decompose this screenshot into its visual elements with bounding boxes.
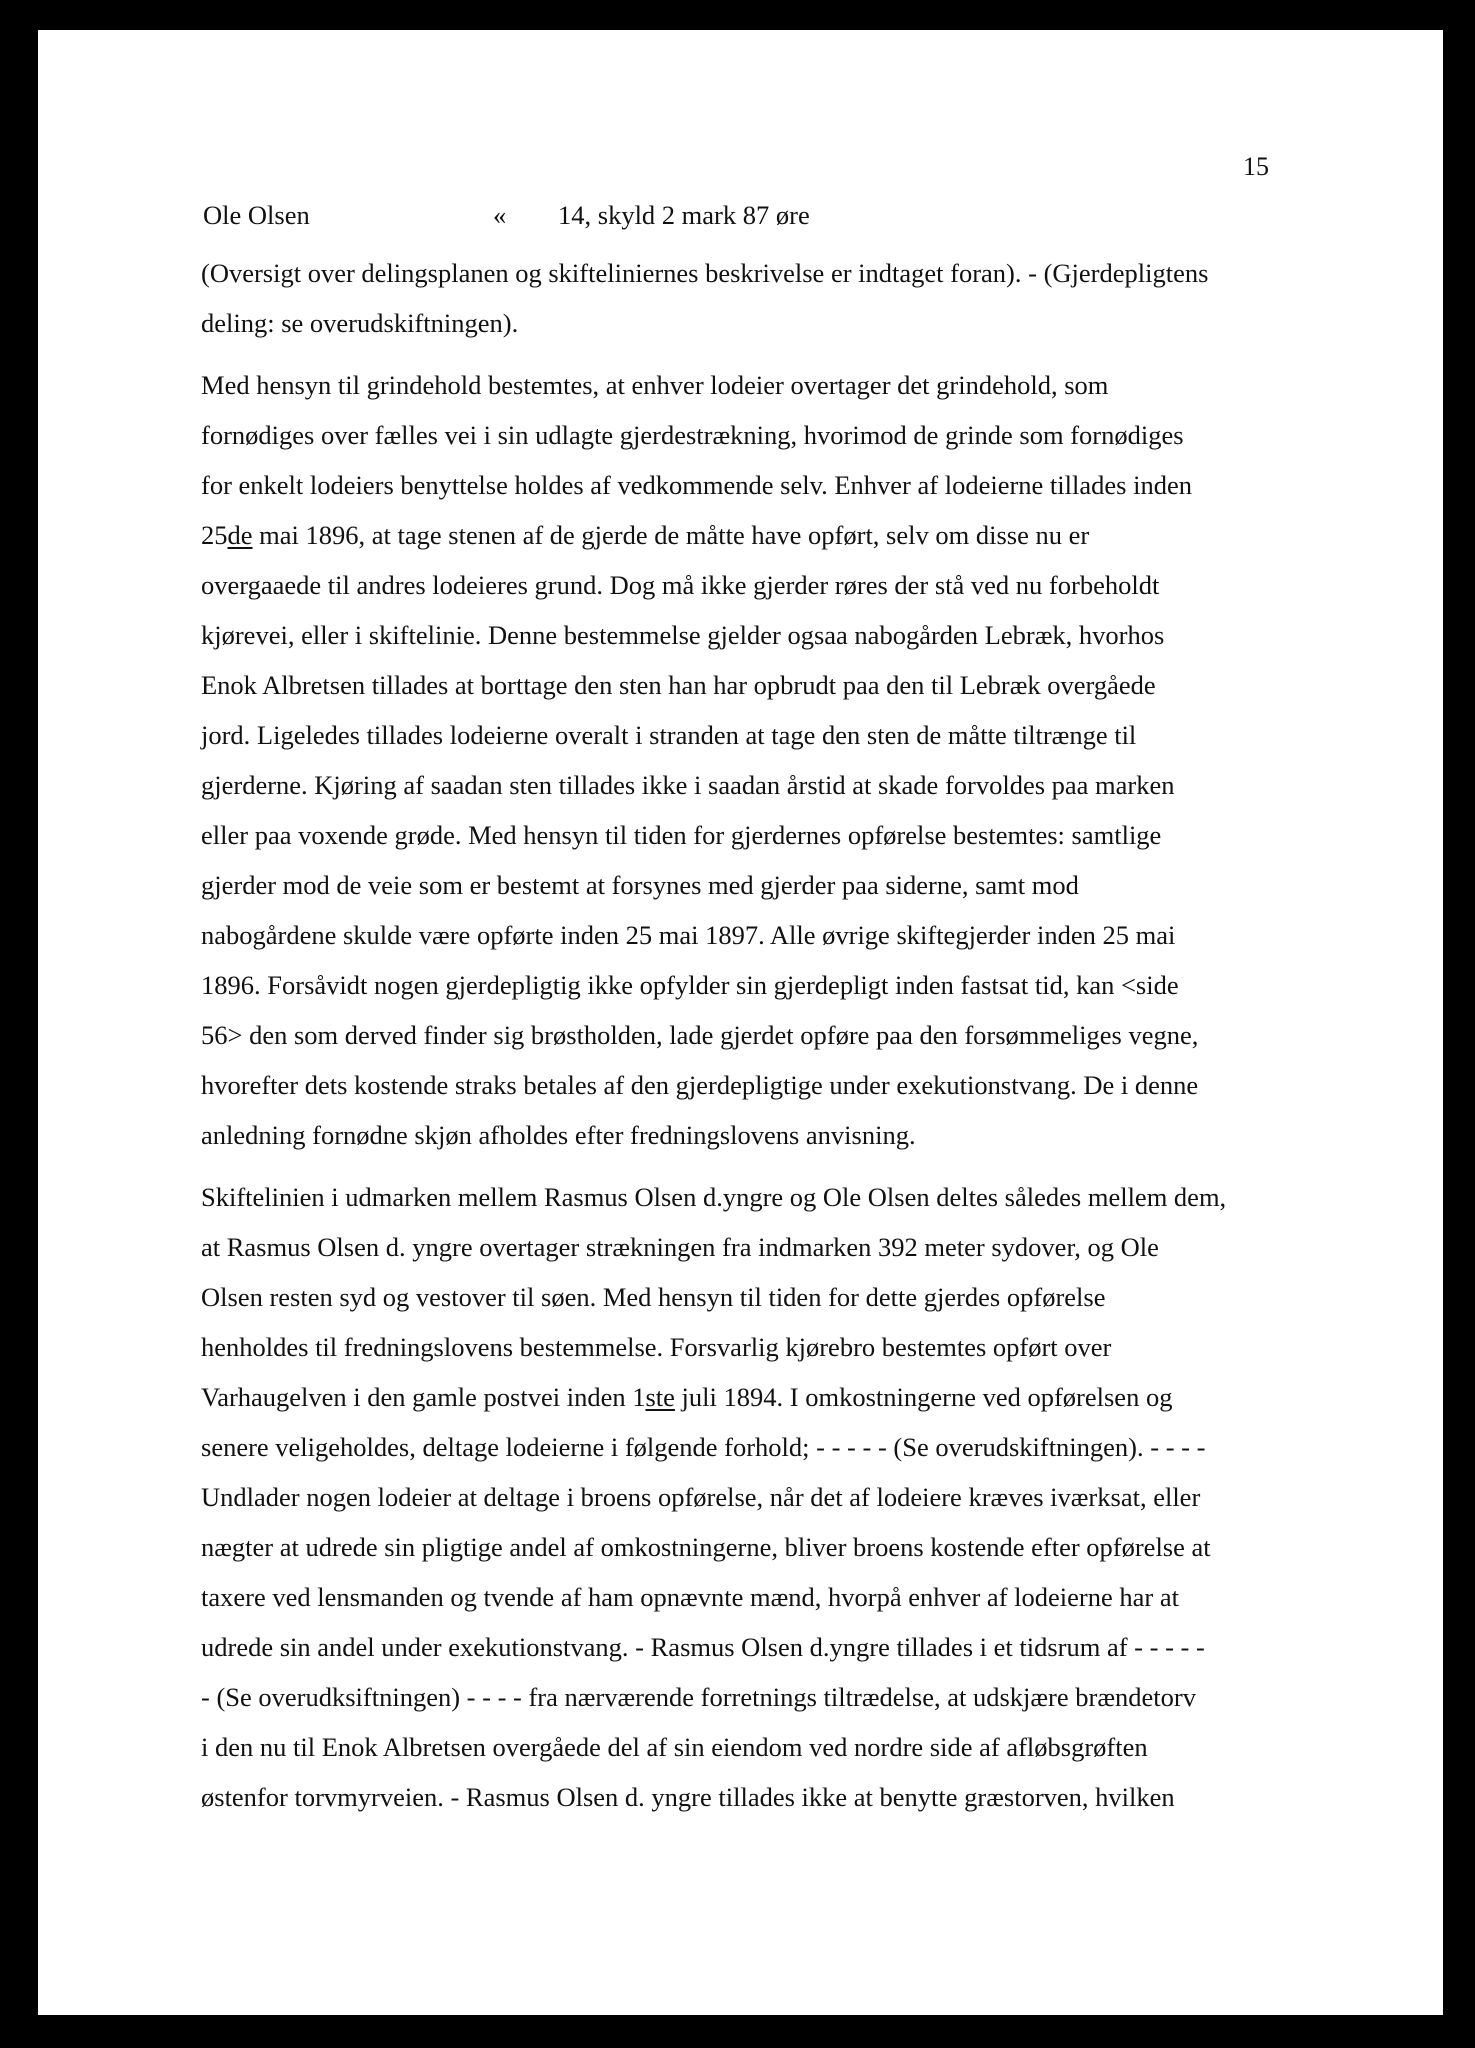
text-line: eller paa voxende grøde. Med hensyn til tiden for gjerdernes opførelse bestemtes: samtlige bbox=[201, 820, 1162, 850]
text-line: jord. Ligeledes tillades lodeierne overalt i stranden at tage den sten de måtte tiltrænge til bbox=[201, 720, 1137, 750]
text-line: Skiftelinien i udmarken mellem Rasmus Olsen d.yngre og Ole Olsen deltes således mellem dem, bbox=[201, 1182, 1227, 1212]
document-page bbox=[38, 30, 1443, 2015]
text-line: 25de mai 1896, at tage stenen af de gjerde de måtte have opført, selv om disse nu er bbox=[201, 520, 1090, 550]
text-line: i den nu til Enok Albretsen overgåede del af sin eiendom ved nordre side af afløbsgrøften bbox=[201, 1732, 1148, 1762]
text-line: østenfor torvmyrveien. - Rasmus Olsen d. yngre tillades ikke at benytte græstorven, hvilken bbox=[201, 1782, 1175, 1812]
text-line: anledning fornødne skjøn afholdes efter fredningslovens anvisning. bbox=[201, 1120, 916, 1150]
text-line: (Oversigt over delingsplanen og skifteliniernes beskrivelse er indtaget foran). - (Gjerdepligtens bbox=[201, 258, 1209, 288]
text-line: 56> den som derved finder sig brøstholden, lade gjerdet opføre paa den forsømmeliges vegne, bbox=[201, 1020, 1199, 1050]
text-line: udrede sin andel under exekutionstvang. - Rasmus Olsen d.yngre tillades i et tidsrum af - - - - - bbox=[201, 1632, 1205, 1662]
entry-heading bbox=[38, 190, 1443, 240]
underlined-ordinal: de bbox=[227, 520, 253, 550]
text-line: Enok Albretsen tillades at borttage den sten han har opbrudt paa den til Lebræk overgåede bbox=[201, 670, 1156, 700]
text-line: Olsen resten syd og vestover til søen. Med hensyn til tiden for dette gjerdes opførelse bbox=[201, 1282, 1106, 1312]
text-line: nabogårdene skulde være opførte inden 25 mai 1897. Alle øvrige skiftegjerder inden 25 mai bbox=[201, 920, 1176, 950]
text-line: 1896. Forsåvidt nogen gjerdepligtig ikke opfylder sin gjerdepligt inden fastsat tid, kan <side bbox=[201, 970, 1179, 1000]
text-line: hvorefter dets kostende straks betales af den gjerdepligtige under exekutionstvang. De i denne bbox=[201, 1070, 1199, 1100]
text-line: overgaaede til andres lodeieres grund. Dog må ikke gjerder røres der stå ved nu forbeholdt bbox=[201, 570, 1160, 600]
property-detail: 14, skyld 2 mark 87 øre bbox=[558, 200, 810, 230]
text-line: gjerderne. Kjøring af saadan sten tillades ikke i saadan årstid at skade forvoldes paa marken bbox=[201, 770, 1175, 800]
text-line: taxere ved lensmanden og tvende af ham opnævnte mænd, hvorpå enhver af lodeierne har at bbox=[201, 1582, 1179, 1612]
underlined-ordinal: ste bbox=[645, 1382, 675, 1412]
text-line: fornødiges over fælles vei i sin udlagte gjerdestrækning, hvorimod de grinde som fornødiges bbox=[201, 420, 1184, 450]
text-line: kjørevei, eller i skiftelinie. Denne bestemmelse gjelder ogsaa nabogården Lebræk, hvorhos bbox=[201, 620, 1165, 650]
text-line: at Rasmus Olsen d. yngre overtager strækningen fra indmarken 392 meter sydover, og Ole bbox=[201, 1232, 1159, 1262]
text-line: deling: se overudskiftningen). bbox=[201, 308, 519, 338]
text-line: nægter at udrede sin pligtige andel af omkostningerne, bliver broens kostende efter opførelse at bbox=[201, 1532, 1211, 1562]
ditto-mark: « bbox=[493, 200, 507, 230]
page-number: 15 bbox=[1243, 152, 1269, 181]
text-line: for enkelt lodeiers benyttelse holdes af vedkommende selv. Enhver af lodeierne tillades inden bbox=[201, 470, 1192, 500]
text-line: senere veligeholdes, deltage lodeierne i følgende forhold; - - - - - (Se overudskiftningen). - - - - bbox=[201, 1432, 1206, 1462]
text-line: - (Se overudksiftningen) - - - - fra nærværende forretnings tiltrædelse, at udskjære brændetorv bbox=[201, 1682, 1196, 1712]
text-line: Varhaugelven i den gamle postvei inden 1ste juli 1894. I omkostningerne ved opførelsen og bbox=[201, 1382, 1173, 1412]
text-line: Undlader nogen lodeier at deltage i broens opførelse, når det af lodeiere kræves iværksat, eller bbox=[201, 1482, 1201, 1512]
paragraph bbox=[201, 1172, 1291, 1822]
text-line: gjerder mod de veie som er bestemt at forsynes med gjerder paa siderne, samt mod bbox=[201, 870, 1079, 900]
paragraph bbox=[201, 360, 1291, 1160]
owner-name: Ole Olsen bbox=[203, 200, 310, 230]
text-line: Med hensyn til grindehold bestemtes, at enhver lodeier overtager det grindehold, som bbox=[201, 370, 1109, 400]
text-line: henholdes til fredningslovens bestemmelse. Forsvarlig kjørebro bestemtes opført over bbox=[201, 1332, 1112, 1362]
paragraph bbox=[201, 248, 1291, 348]
document-body bbox=[201, 248, 1291, 1822]
